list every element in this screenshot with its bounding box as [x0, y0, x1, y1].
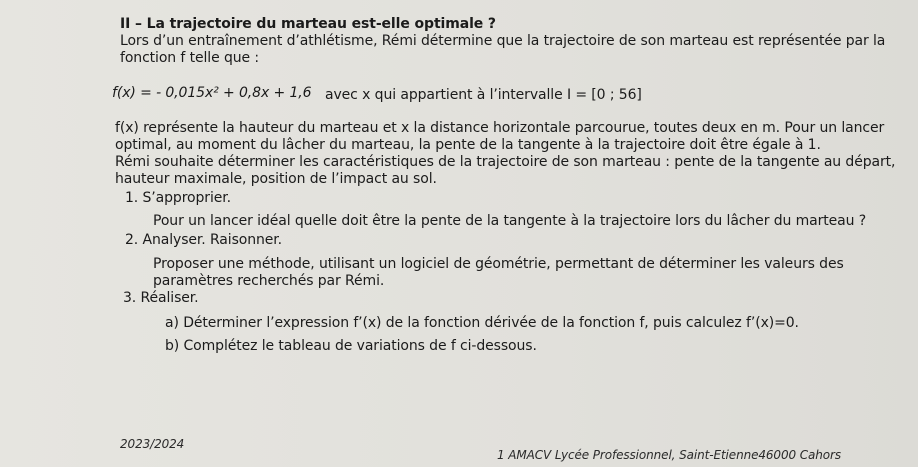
- question-2-title: 2. Analyser. Raisonner.: [125, 232, 283, 248]
- paragraph-line-3: Rémi souhaite déterminer les caractéristiques de la trajectoire de son marteau : pente de la tangente au départ,: [115, 154, 896, 170]
- function-formula: f(x) = - 0,015x² + 0,8x + 1,6: [112, 85, 312, 101]
- paragraph-line-1: f(x) représente la hauteur du marteau et x la distance horizontale parcourue, toutes deux en m. Pour un lancer: [115, 120, 885, 136]
- question-2-text-line-2: paramètres recherchés par Rémi.: [153, 273, 385, 289]
- intro-line-1: Lors d’un entraînement d’athlétisme, Rémi détermine que la trajectoire de son marteau est représentée par la: [120, 33, 886, 49]
- intro-line-2: fonction f telle que :: [120, 50, 259, 66]
- footer-year: 2023/2024: [120, 437, 185, 451]
- question-2-text-line-1: Proposer une méthode, utilisant un logiciel de géométrie, permettant de déterminer les valeurs des: [153, 256, 844, 272]
- question-3b-text: b) Complétez le tableau de variations de f ci-dessous.: [165, 338, 537, 354]
- section-title: II – La trajectoire du marteau est-elle optimale ?: [120, 16, 496, 32]
- interval-text: avec x qui appartient à l’intervalle I = [0 ; 56]: [325, 87, 642, 103]
- question-3-title: 3. Réaliser.: [123, 290, 199, 306]
- footer-school: 1 AMACV Lycée Professionnel, Saint-Etienne46000 Cahors: [497, 448, 842, 462]
- paragraph-line-2: optimal, au moment du lâcher du marteau, la pente de la tangente à la trajectoire doit être égale à 1.: [115, 137, 821, 153]
- question-1-text: Pour un lancer idéal quelle doit être la pente de la tangente à la trajectoire lors du lâcher du marteau ?: [153, 213, 867, 229]
- question-1-title: 1. S’approprier.: [125, 190, 231, 206]
- paragraph-line-4: hauteur maximale, position de l’impact au sol.: [115, 171, 437, 187]
- question-3a-text: a) Déterminer l’expression f’(x) de la fonction dérivée de la fonction f, puis calculez f’(x)=0.: [165, 315, 799, 331]
